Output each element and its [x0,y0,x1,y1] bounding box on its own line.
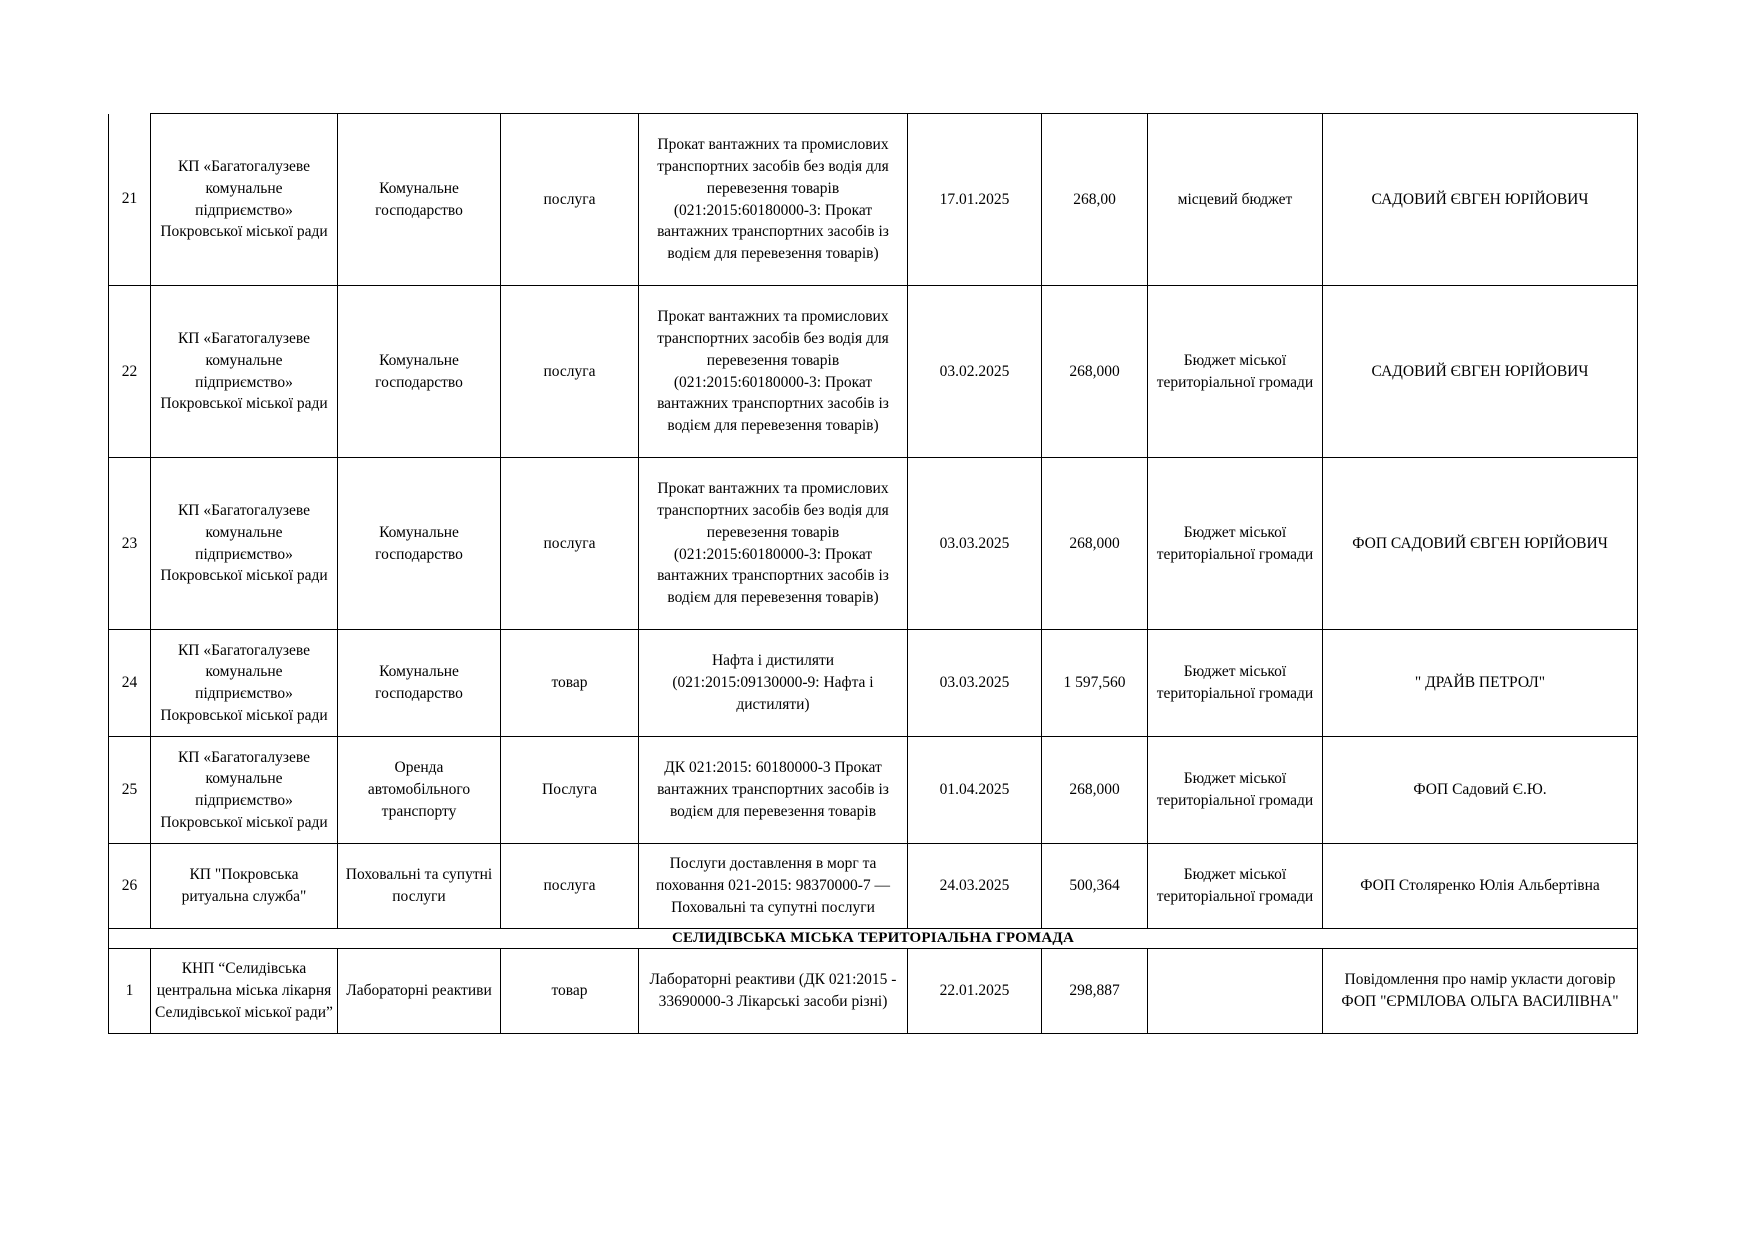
type-cell: послуга [501,458,639,630]
sector-cell: Оренда автомобільного транспорту [338,737,501,844]
type-cell: товар [501,630,639,737]
customer-cell: КНП “Селидівська центральна міська лікарня Селидівської міської ради” [151,949,338,1034]
row-number: 23 [109,458,151,630]
subject-cell: ДК 021:2015: 60180000-3 Прокат вантажних транспортних засобів із водієм для перевезення товарів [639,737,908,844]
source-cell: Бюджет міської територіальної громади [1148,458,1323,630]
supplier-name: ФОП "ЄРМІЛОВА ОЛЬГА ВАСИЛІВНА" [1341,993,1619,1010]
table-row [109,844,1638,929]
sector-cell: Комунальне господарство [338,630,501,737]
type-cell: Послуга [501,737,639,844]
date-cell: 24.03.2025 [908,844,1042,929]
sector-cell: Комунальне господарство [338,114,501,286]
customer-cell: КП «Багатогалузеве комунальне підприємство» Покровської міської ради [151,114,338,286]
supplier-cell: САДОВИЙ ЄВГЕН ЮРІЙОВИЧ [1323,286,1638,458]
source-cell: Бюджет міської територіальної громади [1148,286,1323,458]
amount-cell: 298,887 [1042,949,1148,1034]
table-row [109,286,1638,458]
sector-cell: Комунальне господарство [338,458,501,630]
procurement-table [108,113,1638,1034]
supplier-cell: ФОП Столяренко Юлія Альбертівна [1323,844,1638,929]
row-number: 22 [109,286,151,458]
subject-cell: Лабораторні реактиви (ДК 021:2015 - 33690000-3 Лікарські засоби різні) [639,949,908,1034]
type-cell: послуга [501,844,639,929]
amount-cell: 268,000 [1042,286,1148,458]
amount-cell: 500,364 [1042,844,1148,929]
type-cell: товар [501,949,639,1034]
customer-cell: КП «Багатогалузеве комунальне підприємство» Покровської міської ради [151,737,338,844]
source-cell: Бюджет міської територіальної громади [1148,737,1323,844]
date-cell: 03.03.2025 [908,458,1042,630]
source-cell [1148,949,1323,1034]
supplier-note: Повідомлення про намір укласти договір [1344,971,1616,989]
customer-cell: КП "Покровська ритуальна служба" [151,844,338,929]
table-row [109,737,1638,844]
table-row [109,949,1638,1034]
amount-cell: 268,000 [1042,458,1148,630]
row-number: 24 [109,630,151,737]
date-cell: 22.01.2025 [908,949,1042,1034]
supplier-cell: " ДРАЙВ ПЕТРОЛ" [1323,630,1638,737]
row-number: 25 [109,737,151,844]
sector-cell: Лабораторні реактиви [338,949,501,1034]
subject-cell: Нафта і дистиляти (021:2015:09130000-9: Нафта і дистиляти) [639,630,908,737]
date-cell: 03.03.2025 [908,630,1042,737]
amount-cell: 268,000 [1042,737,1148,844]
type-cell: послуга [501,114,639,286]
row-number: 21 [109,114,151,286]
row-number: 26 [109,844,151,929]
date-cell: 01.04.2025 [908,737,1042,844]
amount-cell: 268,00 [1042,114,1148,286]
subject-cell: Прокат вантажних та промислових транспортних засобів без водія для перевезення товарів (021:2015:60180000-3: Прокат вантажних транспортних засобів із водієм для перевезення товарів) [639,114,908,286]
supplier-cell: САДОВИЙ ЄВГЕН ЮРІЙОВИЧ [1323,114,1638,286]
supplier-cell: ФОП САДОВИЙ ЄВГЕН ЮРІЙОВИЧ [1323,458,1638,630]
table-row [109,630,1638,737]
table-row [109,458,1638,630]
supplier-cell [1323,949,1638,1034]
sector-cell: Комунальне господарство [338,286,501,458]
sector-cell: Поховальні та супутні послуги [338,844,501,929]
source-cell: Бюджет міської територіальної громади [1148,630,1323,737]
table-row [109,114,1638,286]
source-cell: Бюджет міської територіальної громади [1148,844,1323,929]
subject-cell: Прокат вантажних та промислових транспортних засобів без водія для перевезення товарів (021:2015:60180000-3: Прокат вантажних транспортних засобів із водієм для перевезення товарів) [639,458,908,630]
customer-cell: КП «Багатогалузеве комунальне підприємство» Покровської міської ради [151,286,338,458]
type-cell: послуга [501,286,639,458]
supplier-cell: ФОП Садовий Є.Ю. [1323,737,1638,844]
date-cell: 03.02.2025 [908,286,1042,458]
section-title: СЕЛИДІВСЬКА МІСЬКА ТЕРИТОРІАЛЬНА ГРОМАДА [109,929,1638,949]
subject-cell: Прокат вантажних та промислових транспортних засобів без водія для перевезення товарів (021:2015:60180000-3: Прокат вантажних транспортних засобів із водієм для перевезення товарів) [639,286,908,458]
row-number: 1 [109,949,151,1034]
section-header-row [109,929,1638,949]
source-cell: місцевий бюджет [1148,114,1323,286]
date-cell: 17.01.2025 [908,114,1042,286]
customer-cell: КП «Багатогалузеве комунальне підприємство» Покровської міської ради [151,458,338,630]
customer-cell: КП «Багатогалузеве комунальне підприємство» Покровської міської ради [151,630,338,737]
amount-cell: 1 597,560 [1042,630,1148,737]
subject-cell: Послуги доставлення в морг та поховання 021-2015: 98370000-7 — Поховальні та супутні послуги [639,844,908,929]
